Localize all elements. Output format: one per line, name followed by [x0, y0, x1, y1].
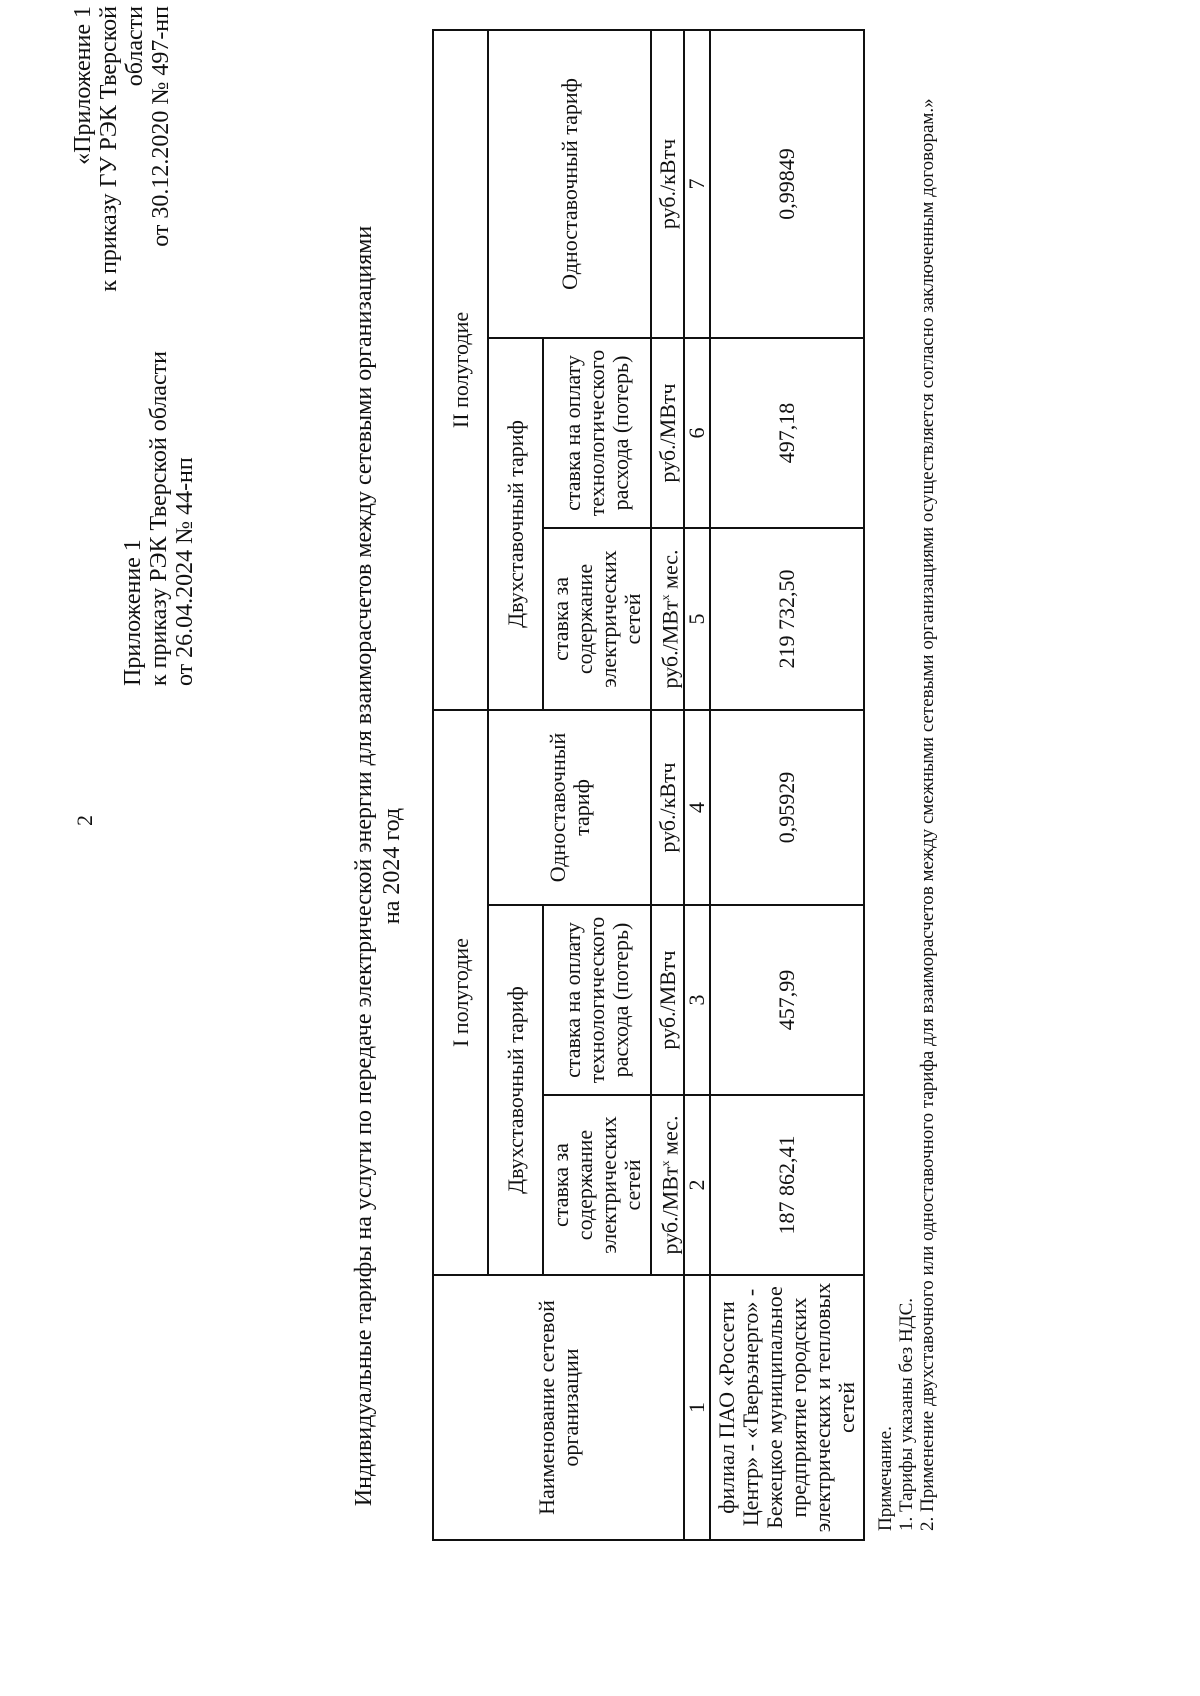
unit-single-1: руб./кВтч	[651, 710, 684, 905]
col-number-3: 3	[684, 905, 710, 1095]
note-item-1: 1. Тарифы указаны без НДС.	[896, 1297, 917, 1531]
unit-maintenance-2: руб./МВт$^х$ мес.	[651, 528, 684, 710]
value-maintenance-1: 187 862,41	[710, 1095, 864, 1275]
header-two-rate-2: Двухставочный тариф	[488, 338, 543, 710]
header-losses-rate-1: ставка на оплату технологического расхода (потерь)	[543, 905, 651, 1095]
col-number-6: 6	[684, 338, 710, 528]
value-single-1: 0,95929	[710, 710, 864, 905]
appendix-line-1: Приложение 1	[120, 539, 146, 686]
appendix-line-3: от 26.04.2024 № 44-нп	[172, 457, 198, 686]
col-number-5: 5	[684, 528, 710, 710]
notes	[875, 21, 938, 1531]
header-two-rate-1: Двухставочный тариф	[488, 905, 543, 1275]
unit-losses-1: руб./МВтч	[651, 905, 684, 1095]
col-number-4: 4	[684, 710, 710, 905]
header-losses-rate-2: ставка на оплату технологического расхода (потерь)	[543, 338, 651, 528]
col-number-7: 7	[684, 30, 710, 338]
value-losses-2: 497,18	[710, 338, 864, 528]
unit-single-2: руб./кВтч	[651, 30, 684, 338]
page-number: 2	[72, 815, 97, 826]
organization-name: филиал ПАО «Россети Центр» - «Тверьэнерго» - Бежецкое муниципальное предприятие городских электрических и тепловых сетей	[710, 1275, 864, 1540]
appendix-reference	[120, 351, 198, 686]
header-second-half: II полугодие	[433, 30, 488, 710]
value-losses-1: 457,99	[710, 905, 864, 1095]
previous-appendix-line-3: от 30.12.2020 № 497-нп	[148, 6, 174, 247]
value-maintenance-2: 219 732,50	[710, 528, 864, 710]
previous-appendix-line-2: к приказу ГУ РЭК Тверской области	[96, 6, 148, 292]
previous-appendix-line-1: «Приложение 1	[70, 6, 96, 165]
title-line-2: на 2024 год	[379, 807, 405, 925]
col-number-1: 1	[684, 1275, 710, 1540]
column-number-row	[684, 30, 710, 1540]
tariff-table	[432, 29, 865, 1541]
previous-appendix-reference	[70, 6, 174, 326]
col-number-2: 2	[684, 1095, 710, 1275]
header-first-half: I полугодие	[433, 710, 488, 1275]
header-maintenance-rate-2: ставка за содержание электрических сетей	[543, 528, 651, 710]
table-row	[710, 30, 864, 1540]
title-line-1: Индивидуальные тарифы на услуги по передаче электрической энергии для взаиморасчетов между сетевыми организациями	[351, 225, 377, 1507]
unit-losses-2: руб./МВтч	[651, 338, 684, 528]
appendix-line-2: к приказу РЭК Тверской области	[146, 351, 172, 686]
notes-heading: Примечание.	[875, 1426, 896, 1531]
header-maintenance-rate-1: ставка за содержание электрических сетей	[543, 1095, 651, 1275]
note-item-2: 2. Применение двухставочного или одноставочного тарифа для взаиморасчетов между смежными сетевыми организациями осуществляется согласно заключенным договорам.»	[917, 98, 938, 1531]
unit-maintenance-1: руб./МВт$^х$ мес.	[651, 1095, 684, 1275]
header-single-rate-2: Одноставочный тариф	[488, 30, 651, 338]
header-single-rate-1: Одноставочный тариф	[488, 710, 651, 905]
document-title	[350, 216, 406, 1516]
header-organization-name: Наименование сетевой организации	[433, 1275, 684, 1540]
header-row-halves	[433, 30, 488, 1540]
value-single-2: 0,99849	[710, 30, 864, 338]
